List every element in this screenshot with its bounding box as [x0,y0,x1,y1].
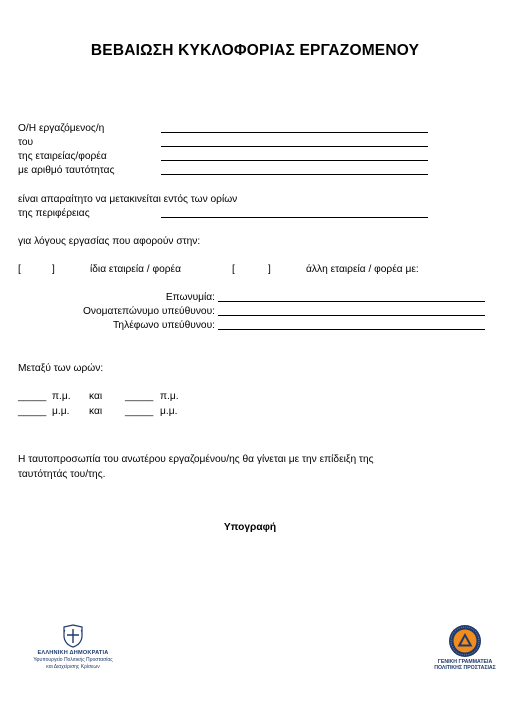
other-company-option: άλλη εταιρεία / φορέα με: [306,264,419,275]
company-field[interactable] [161,160,428,161]
responsible-name-field[interactable] [218,315,485,316]
id-number-field[interactable] [161,174,428,175]
and-label-1: και [89,391,103,402]
end-am-label: π.μ. [160,391,179,402]
region-label: της περιφέρειας [18,208,90,219]
must-move-text: είναι απαραίτητο να μετακινείται εντός των ορίων [18,194,238,205]
civil-protection-logo [430,624,500,671]
between-hours-label: Μεταξύ των ωρών: [18,363,104,374]
company-label: της εταιρείας/φορέα [18,151,107,162]
responsible-name-label: Ονοματεπώνυμο υπεύθυνου: [83,306,215,317]
start-am-label: π.μ. [52,391,71,402]
end-pm-label: μ.μ. [160,406,178,417]
responsible-phone-label: Τηλέφωνο υπεύθυνου: [112,320,215,331]
identity-note-line1: Η ταυτοπροσωπία του ανωτέρου εργαζομένου/ης θα γίνεται με την επίδειξη της [18,454,374,465]
id-number-label: με αριθμό ταυτότητας [18,165,115,176]
greek-emblem-icon [62,624,84,648]
same-company-checkbox-close[interactable]: ] [52,264,55,275]
end-pm-blank[interactable]: _____ [125,406,154,417]
right-org-line1: ΓΕΝΙΚΗ ΓΡΑΜΜΑΤΕΙΑ [437,659,493,665]
civil-protection-badge-icon [448,624,482,658]
hellenic-republic-logo [18,624,128,670]
left-org-name: ΕΛΛΗΝΙΚΗ ΔΗΜΟΚΡΑΤΙΑ [37,650,109,656]
and-label-2: και [89,406,103,417]
document-title: ΒΕΒΑΙΩΣΗ ΚΥΚΛΟΦΟΡΙΑΣ ΕΡΓΑΖΟΜΕΝΟΥ [90,42,420,59]
right-org-line2: ΠΟΛΙΤΙΚΗΣ ΠΡΟΣΤΑΣΙΑΣ [434,665,496,671]
left-org-sub2: και Διαχείρισης Κρίσεων [46,663,100,670]
responsible-phone-field[interactable] [218,329,485,330]
company-name-label: Επωνυμία: [165,292,215,303]
company-name-field[interactable] [218,301,485,302]
employee-label: Ο/Η εργαζόμενος/η [18,123,105,134]
of-label: του [18,137,34,148]
region-field[interactable] [161,217,428,218]
employee-name-field[interactable] [161,132,428,133]
other-company-checkbox-open[interactable]: [ [232,264,235,275]
father-name-field[interactable] [161,146,428,147]
same-company-checkbox-open[interactable]: [ [18,264,21,275]
work-reasons-text: για λόγους εργασίας που αφορούν στην: [18,236,201,247]
start-pm-blank[interactable]: _____ [18,406,47,417]
left-org-sub1: Υφυπουργείο Πολιτικής Προστασίας [33,657,113,663]
end-am-blank[interactable]: _____ [125,391,154,402]
identity-note-line2: ταυτότητάς του/της. [18,469,106,480]
start-pm-label: μ.μ. [52,406,70,417]
start-am-blank[interactable]: _____ [18,391,47,402]
other-company-checkbox-close[interactable]: ] [268,264,271,275]
same-company-option: ίδια εταιρεία / φορέα [90,264,181,275]
signature-label: Υπογραφή [223,522,277,533]
